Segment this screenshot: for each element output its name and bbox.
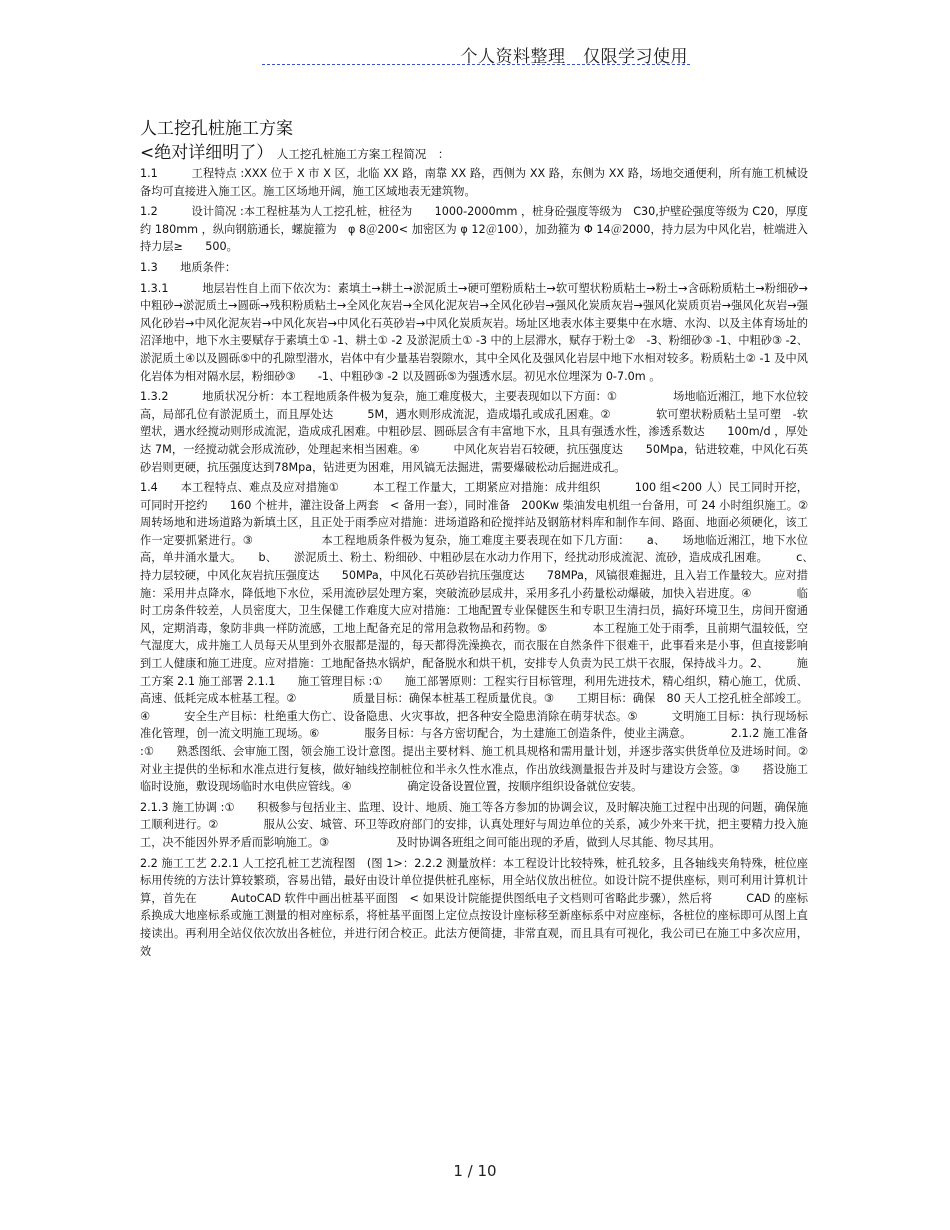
paragraph: 1.2 设计简况 :本工程桩基为人工挖孔桩，桩径为 1000-2000mm ，桩身砼强度等级为 C30,护壁砼强度等级为 C20，厚度约 180mm ，纵向钢筋通长，螺旋箍为 φ 8＠200< 加密区为 φ 12＠100），加劲箍为 Φ 14＠2000，持力层为中风化岩，桩端进入持力层≥ 500。: [140, 205, 808, 254]
document-title: 人工挖孔桩施工方案: [140, 119, 293, 139]
paragraph: 1.3.1 地层岩性自上而下依次为：素填土→耕土→淤泥质土→硬可塑粉质粘土→软可塑状粉质粘土→粉土→含砾粉质粘土→粉细砂→中粗砂→淤泥质土→圆砾→残积粉质粘土→全风化灰岩→全风化泥灰岩→全风化砂岩→强风化炭质灰岩→强风化炭质页岩→强风化灰岩→强风化砂岩→中风化泥灰岩→中风化灰岩→中风化石英砂岩→中风化炭质灰岩。场址区地表水体主要集中在水塘、水沟、以及主体育场址的沼泽地中，地下水主要赋存于素填土① -1、耕土① -2 及淤泥质土① -3 中的上层滞水，赋存于粉土② -3、粉细砂③ -1、中粗砂③ -2、淤泥质土④以及圆砾⑤中的孔隙型潜水，岩体中有少量基岩裂隙水，其中全风化及强风化岩层中地下水相对较多。粉质粘土② -1 及中风化岩体为相对隔水层，粉细砂③ -1、中粗砂③ -2 以及圆砾⑤为强透水层。初见水位埋深为 0-7.0m 。: [140, 281, 808, 383]
paragraph: 2.2 施工工艺 2.2.1 人工挖孔桩工艺流程图 (图 1>：2.2.2 测量放样：本工程设计比较特殊，桩孔较多，且各轴线夹角特殊，桩位座标用传统的方法计算较繁琐，容易出错，最好由设计单位提供桩孔座标，用全站仪放出桩位。如设计院不提供座标，则可利用计算机计算，首先在 AutoCAD 软件中画出桩基平面图 < 如果设计院能提供图纸电子文档则可省略此步骤），然后将 CAD 的座标系换成大地座标系或施工测量的相对座标系，将桩基平面图上定位点按设计座标移至新座标系中对应座标，各桩位的座标即可从图上直接读出。再利用全站仪依次放出各桩位，并进行闭合校正。此法方便简捷，非常直观，而且具有可视化，我公司已在施工中多次应用，效: [140, 856, 808, 958]
page-number: 1 / 10: [453, 1162, 497, 1180]
page-header: 个人资料整理 仅限学习使用: [460, 47, 688, 67]
header-divider: [262, 64, 690, 65]
paragraph: 1.3.2 地质状况分析：本工程地质条件极为复杂，施工难度极大，主要表现如以下方面：① 场地临近湘江，地下水位较高，局部孔位有淤泥质土，而且厚处达 5M，遇水则形成流泥，造成塌孔或成孔困难。② 软可塑状粉质粘土呈可塑 -软塑状，遇水经搅动则形成流泥，造成成孔困难。中粗砂层、圆砾层含有丰富地下水，且具有强透水性，渗透系数达 100m/d ，厚处达 7M，一经搅动就会形成流砂，处理起来相当困难。④ 中风化灰岩岩石较硬，抗压强度达 50Mpa，钻进较难，中风化石英砂岩则更硬，抗压强度达到78Mpa，钻进更为困难，用风镐无法掘进，需要爆破松动后掘进成孔。: [140, 390, 808, 474]
document-subtitle: [140, 144, 808, 163]
subtitle-emphasis: <绝对详细明了）: [140, 143, 274, 163]
paragraph: 2.1.3 施工协调 :① 积极参与包括业主、监理、设计、地质、施工等各方参加的协调会议，及时解决施工过程中出现的问题，确保施工顺利进行。② 服从公安、城管、环卫等政府部门的安排，认真处理好与周边单位的关系，减少外来干扰，把主要精力投入施工，决不能因外界矛盾而影响施工。③ 及时协调各班组之间可能出现的矛盾，做到人尽其能、物尽其用。: [140, 800, 808, 849]
paragraph: 1.4 本工程特点、难点及应对措施① 本工程工作量大，工期紧应对措施：成井组织 100 组<200 人）民工同时开挖，可同时开挖约 160 个桩井，灌注设备上两套 < 备用一套），同时准备 200Kw 柴油发电机组一台备用，可 24 小时组织施工。② 周转场地和进场道路为新填土区，且正处于雨季应对措施：进场道路和砼搅拌站及钢筋材料库和制作车间、路面、地面必须硬化，该工作一定要抓紧进行。③ 本工程地质条件极为复杂，施工难度主要表现在如下几方面： a、 场地临近湘江，地下水位高，单井涌水量大。 b、 淤泥质土、粉土、粉细砂、中粗砂层在水动力作用下，经扰动形成流泥、流砂，造成成孔困难。 c、 持力层较硬，中风化灰岩抗压强度达 50MPa，中风化石英砂岩抗压强度达 78MPa，风镐很难掘进，且入岩工作量较大。应对措施：采用井点降水，降低地下水位，采用流砂层处理方案，突破流砂层成井，采用多孔小药量松动爆破，加快入岩进度。④ 临时工房条件较差，人员密度大，卫生保健工作难度大应对措施：工地配置专业保健医生和专职卫生清扫员，搞好环境卫生，房间开窗通风，定期消毒，象防非典一样防流感，工地上配备充足的常用急救物品和药物。⑤ 本工程施工处于雨季，且前期气温较低，空气湿度大，成井施工人员每天从里到外衣服都是湿的，每天都得洗澡换衣，而衣服在自然条件下很难干，此事看来是小事，但直接影响到工人健康和施工进度。应对措施：工地配备热水锅炉，配备脱水和烘干机，安排专人负责为民工烘干衣服，保持战斗力。2、 施工方案 2.1 施工部署 2.1.1 施工管理目标 :① 施工部署原则：工程实行目标管理，利用先进技术，精心组织，精心施工，优质、高速、低耗完成本桩基工程。② 质量目标：确保本桩基工程质量优良。③ 工期目标：确保 80 天人工挖孔桩全部竣工。④ 安全生产目标：杜绝重大伤亡、设备隐患、火灾事故，把各种安全隐患消除在萌芽状态。⑤ 文明施工目标：执行现场标准化管理，创一流文明施工现场。⑥ 服务目标：与各方密切配合，为土建施工创造条件，使业主满意。 2.1.2 施工准备 :① 熟悉图纸、会审施工图，领会施工设计意图。提出主要材料、施工机具规格和需用量计划，并逐步落实供货单位及进场时间。② 对业主提供的坐标和水准点进行复核，做好轴线控制桩位和半永久性水准点，作出放线测量报告并及时与建设方会签。③ 搭设施工临时设施，敷设现场临时水电供应管线。④ 确定设备设置位置，按顺序组织设备就位安装。: [140, 481, 876, 794]
paragraph: 1.3 地质条件：: [140, 260, 237, 274]
paragraph: 1.1 工程特点 :XXX 位于 X 市 X 区，北临 XX 路，南靠 XX 路，西侧为 XX 路，东侧为 XX 路，场地交通便利，所有施工机械设备均可直接进入施工区。施工区场地开阔，施工区域地表无建筑物。: [140, 167, 808, 198]
subtitle-text: 人工挖孔桩施工方案工程简况 ：: [273, 147, 450, 161]
document-body: [140, 118, 876, 963]
